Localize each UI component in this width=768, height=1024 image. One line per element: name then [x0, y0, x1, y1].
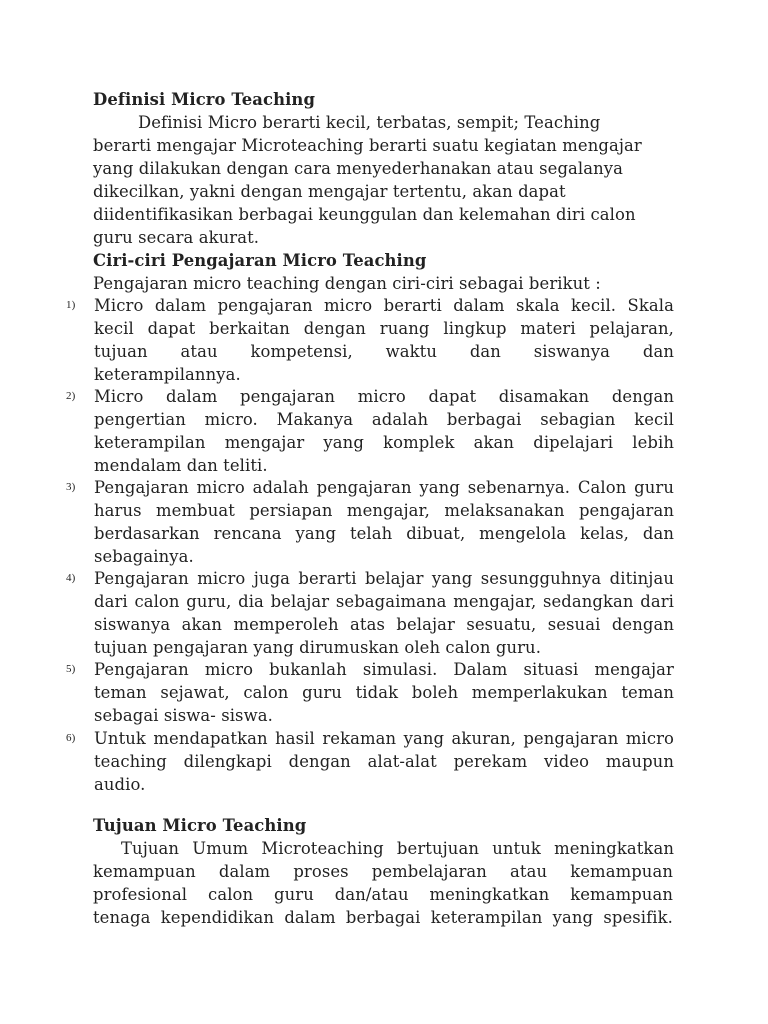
para3-line: kemampuan dalam proses pembelajaran atau kemampuan [93, 862, 673, 881]
list-item-line: Pengajaran micro bukanlah simulasi. Dalam situasi mengajar [94, 660, 674, 679]
list-number: 6) [66, 732, 76, 744]
list-item-line: pengertian micro. Makanya adalah berbagai sebagian kecil [94, 410, 674, 429]
para3-line: tenaga kependidikan dalam berbagai keterampilan yang spesifik. [93, 908, 673, 927]
para1-line: guru secara akurat. [93, 228, 260, 247]
list-number: 1) [66, 299, 76, 311]
list-item-line: teaching dilengkapi dengan alat-alat perekam video maupun [94, 752, 674, 771]
list-item-line: audio. [94, 775, 146, 794]
list-item-line: siswanya akan memperoleh atas belajar sesuatu, sesuai dengan [94, 615, 674, 634]
list-number: 2) [66, 390, 76, 402]
list-item-line: keterampilan mengajar yang komplek akan dipelajari lebih [94, 433, 674, 452]
para1-line: yang dilakukan dengan cara menyederhanakan atau segalanya [93, 159, 624, 178]
intro-ciri-ciri: Pengajaran micro teaching dengan ciri-ciri sebagai berikut : [93, 274, 601, 293]
heading-definisi: Definisi Micro Teaching [93, 90, 316, 109]
para1-line: diidentifikasikan berbagai keunggulan dan kelemahan diri calon [93, 205, 636, 224]
list-item-line: Micro dalam pengajaran micro dapat disamakan dengan [94, 387, 674, 406]
list-item-line: berdasarkan rencana yang telah dibuat, mengelola kelas, dan [94, 524, 674, 543]
list-item-line: Untuk mendapatkan hasil rekaman yang akuran, pengajaran micro [94, 729, 674, 748]
list-item-line: harus membuat persiapan mengajar, melaksanakan pengajaran [94, 501, 674, 520]
para3-line: Tujuan Umum Microteaching bertujuan untuk meningkatkan [121, 839, 674, 858]
heading-tujuan: Tujuan Micro Teaching [93, 816, 307, 835]
list-item-line: sebagai siswa- siswa. [94, 706, 273, 725]
list-item-line: mendalam dan teliti. [94, 456, 268, 475]
list-item-line: tujuan atau kompetensi, waktu dan siswanya dan [94, 342, 674, 361]
list-item-line: Pengajaran micro juga berarti belajar yang sesungguhnya ditinjau [94, 569, 674, 588]
list-item-line: keterampilannya. [94, 365, 241, 384]
list-number: 4) [66, 572, 76, 584]
list-item-line: sebagainya. [94, 547, 194, 566]
list-number: 5) [66, 663, 76, 675]
heading-ciri-ciri: Ciri-ciri Pengajaran Micro Teaching [93, 251, 427, 270]
para1-line: Definisi Micro berarti kecil, terbatas, sempit; Teaching [138, 113, 601, 132]
list-item-line: Pengajaran micro adalah pengajaran yang sebenarnya. Calon guru [94, 478, 674, 497]
list-item-line: dari calon guru, dia belajar sebagaimana mengajar, sedangkan dari [94, 592, 674, 611]
para3-line: profesional calon guru dan/atau meningkatkan kemampuan [93, 885, 673, 904]
para1-line: dikecilkan, yakni dengan mengajar tertentu, akan dapat [93, 182, 566, 201]
list-item-line: kecil dapat berkaitan dengan ruang lingkup materi pelajaran, [94, 319, 674, 338]
para1-line: berarti mengajar Microteaching berarti suatu kegiatan mengajar [93, 136, 642, 155]
list-number: 3) [66, 481, 76, 493]
list-item-line: Micro dalam pengajaran micro berarti dalam skala kecil. Skala [94, 296, 674, 315]
list-item-line: tujuan pengajaran yang dirumuskan oleh calon guru. [94, 638, 542, 657]
list-item-line: teman sejawat, calon guru tidak boleh memperlakukan teman [94, 683, 674, 702]
